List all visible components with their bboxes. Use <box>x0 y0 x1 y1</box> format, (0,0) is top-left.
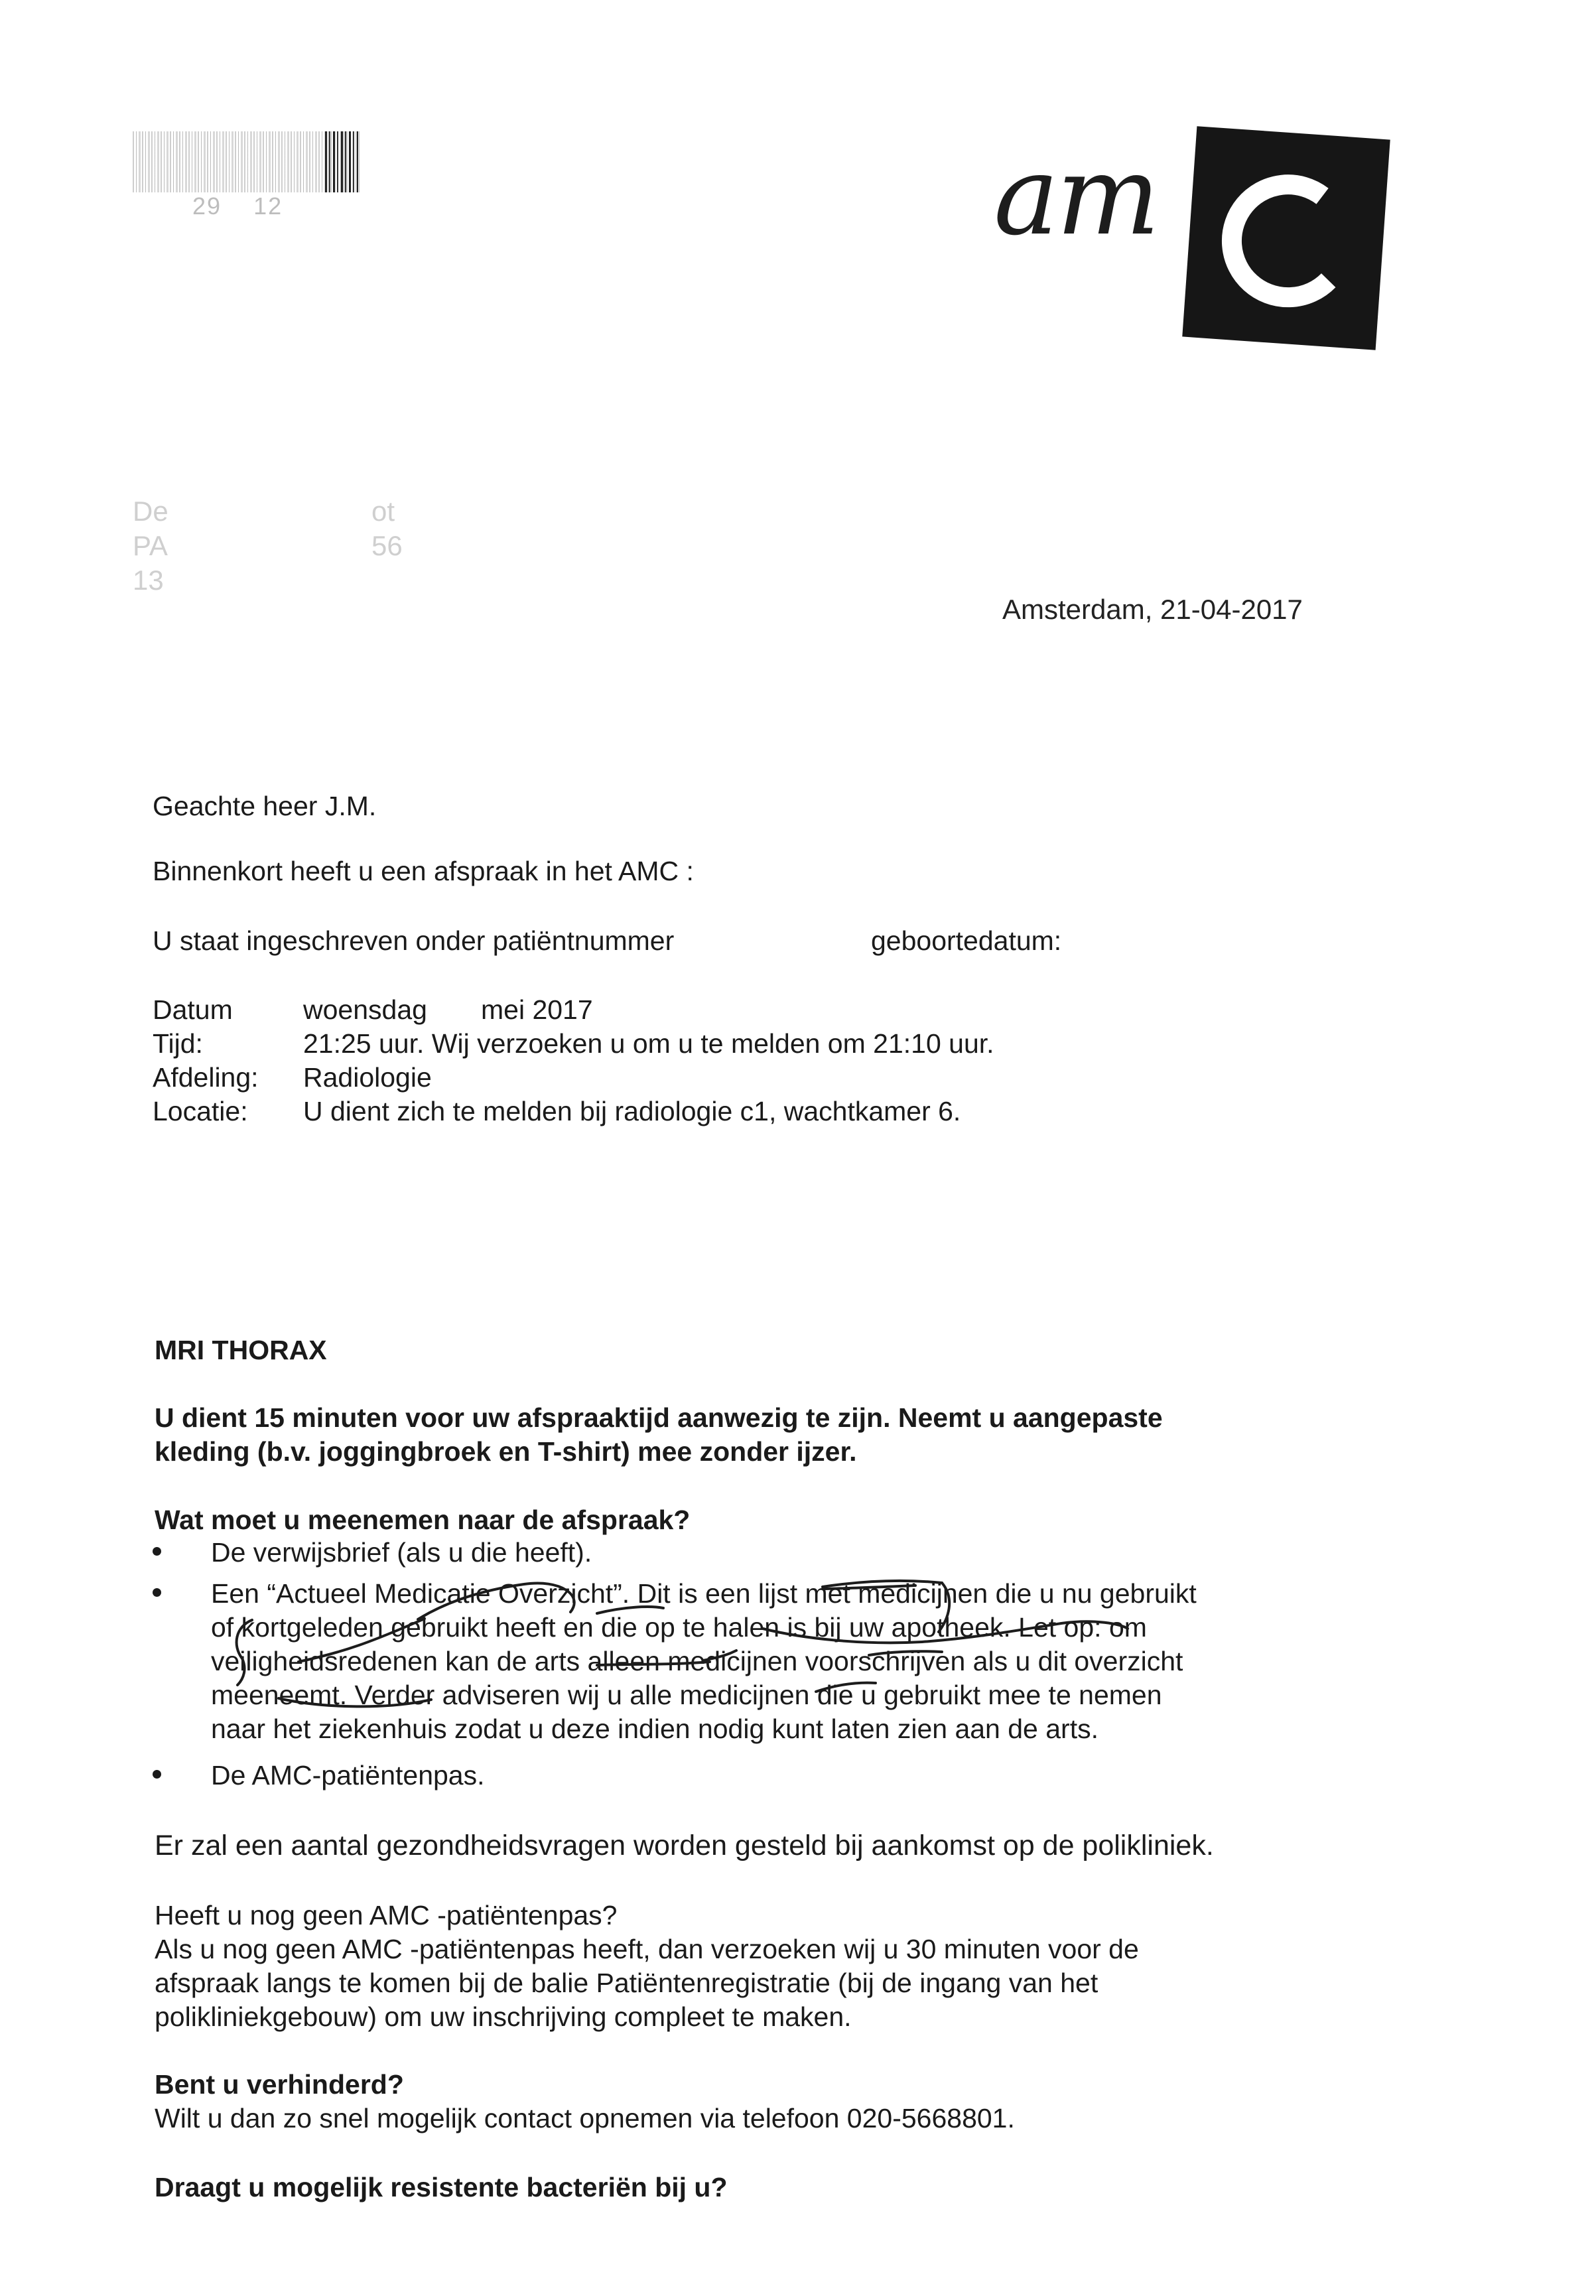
barcode-number: 29 12 <box>192 192 283 220</box>
address-line: 13 <box>133 565 164 596</box>
barcode-dark-bars <box>325 131 358 192</box>
address-line: PA <box>133 530 168 561</box>
health-questions: Er zal een aantal gezondheidsvragen worden gesteld bij aankomst op de polikliniek. <box>155 1830 1214 1861</box>
bacteria-heading: Draagt u mogelijk resistente bacteriën bij u? <box>155 2172 728 2202</box>
hindered-text: Wilt u dan zo snel mogelijk contact opnemen via telefoon 020-5668801. <box>155 2103 1015 2133</box>
amc-logo-mark <box>1182 126 1390 350</box>
pass-line: polikliniekgebouw) om uw inschrijving compleet te maken. <box>155 2001 852 2032</box>
address-block <box>133 494 168 598</box>
intro: Binnenkort heeft u een afspraak in het AMC : <box>153 856 694 886</box>
pass-line: Als u nog geen AMC -patiëntenpas heeft, dan verzoeken wij u 30 minuten voor de <box>155 1934 1139 1964</box>
appointment-location: U dient zich te melden bij radiologie c1, wachtkamer 6. <box>303 1096 961 1126</box>
bring-item-line: naar het ziekenhuis zodat u deze indien nodig kunt laten zien aan de arts. <box>211 1714 1098 1744</box>
address-block-right <box>371 494 403 563</box>
pass-line: afspraak langs te komen bij de balie Patiëntenregistratie (bij de ingang van het <box>155 1968 1098 1998</box>
hindered-heading: Bent u verhinderd? <box>155 2069 404 2100</box>
bring-item: De verwijsbrief (als u die heeft). <box>211 1537 592 1568</box>
bring-item-line: of kortgeleden gebruikt heeft en die op te halen is bij uw apotheek. Let op: om <box>211 1612 1147 1643</box>
birth-date-label: geboortedatum: <box>871 925 1062 956</box>
place-date: Amsterdam, 21-04-2017 <box>1002 594 1303 625</box>
bullet <box>153 1588 161 1597</box>
salutation: Geachte heer J.M. <box>153 791 377 821</box>
address-line: De <box>133 496 168 527</box>
bring-heading: Wat moet u meenemen naar de afspraak? <box>155 1505 691 1535</box>
patient-number-line: U staat ingeschreven onder patiëntnummer <box>153 925 675 956</box>
appointment-department: Radiologie <box>303 1062 432 1093</box>
appointment-label-department: Afdeling: <box>153 1062 259 1093</box>
amc-logo-text: am <box>994 132 1158 259</box>
bullet <box>153 1547 161 1556</box>
amc-logo-c-icon <box>1182 126 1390 350</box>
exam-title: MRI THORAX <box>155 1335 327 1365</box>
appointment-label-time: Tijd: <box>153 1028 203 1059</box>
bullet <box>153 1770 161 1779</box>
appointment-month: mei 2017 <box>481 994 593 1025</box>
instruction-line: U dient 15 minuten voor uw afspraaktijd aanwezig te zijn. Neemt u aangepaste <box>155 1402 1163 1433</box>
address-line: ot <box>371 496 395 527</box>
bring-item-line: Een “Actueel Medicatie Overzicht”. Dit is een lijst met medicijnen die u nu gebruikt <box>211 1578 1197 1609</box>
bring-item: De AMC-patiëntenpas. <box>211 1760 485 1790</box>
appointment-day: woensdag <box>303 994 427 1025</box>
appointment-label-location: Locatie: <box>153 1096 248 1126</box>
bring-item-line: veiligheidsredenen kan de arts alleen medicijnen voorschrijven als u dit overzicht <box>211 1646 1183 1676</box>
instruction-line: kleding (b.v. joggingbroek en T-shirt) mee zonder ijzer. <box>155 1436 857 1467</box>
appointment-time: 21:25 uur. Wij verzoeken u om u te melden om 21:10 uur. <box>303 1028 994 1059</box>
pass-question: Heeft u nog geen AMC -patiëntenpas? <box>155 1900 618 1930</box>
appointment-label-date: Datum <box>153 994 233 1025</box>
address-line: 56 <box>371 530 403 561</box>
bring-item-line: meeneemt. Verder adviseren wij u alle medicijnen die u gebruikt mee te nemen <box>211 1680 1162 1710</box>
